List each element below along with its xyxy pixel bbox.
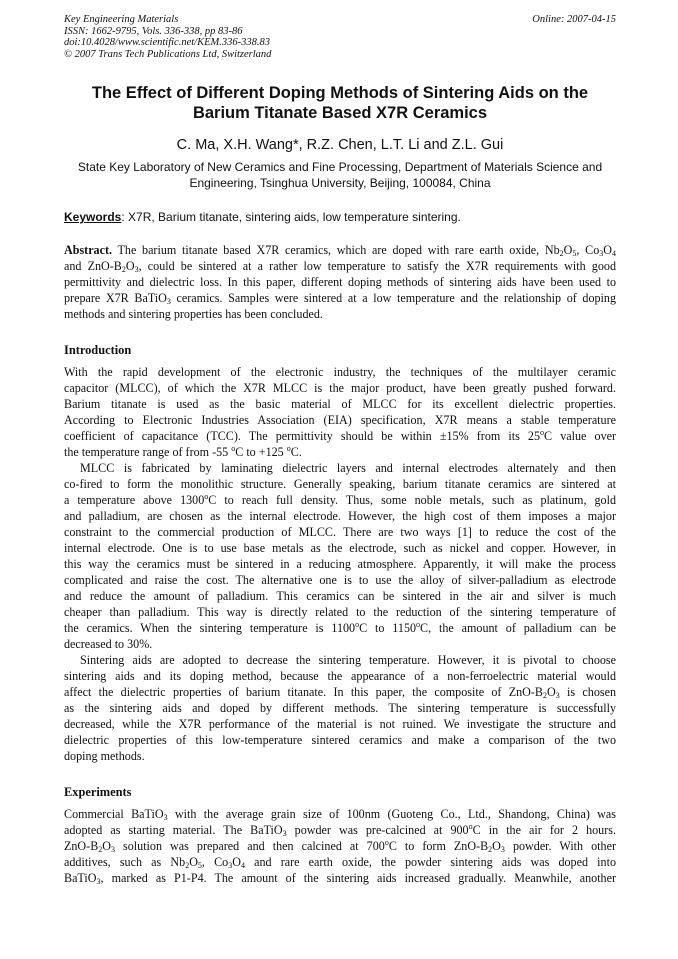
abstract bbox=[64, 242, 616, 322]
doi-line: doi:10.4028/www.scientific.net/KEM.336-338.83 bbox=[64, 37, 270, 49]
copyright-line: © 2007 Trans Tech Publications Ltd, Switzerland bbox=[64, 48, 272, 60]
title-line-2: Barium Titanate Based X7R Ceramics bbox=[192, 104, 488, 122]
body-line: sintering aids and its doping method, because the appearance of a non-ferroelectric material would bbox=[64, 669, 616, 683]
abstract-line: and ZnO-$B_2O_3$, could be sintered at a rather low temperature to satisfy the X7R requirements with good bbox=[64, 259, 616, 274]
body-line: doping methods. bbox=[64, 749, 145, 763]
body-line: cheaper than palladium. This way is directly related to the reduction of the sintering temperature of bbox=[64, 605, 616, 619]
authors: C. Ma, X.H. Wang*, R.Z. Chen, L.T. Li and Z.L. Gui bbox=[176, 137, 504, 153]
journal-header bbox=[64, 14, 616, 60]
body-line: decreased, while the X7R performance of the material is not ruined. We investigate the structure and bbox=[64, 717, 616, 731]
body-line: constraint to the commercial production of MLCC. There are two ways [1] to reduce the cost of the bbox=[64, 525, 616, 539]
body-line: the ceramics. When the sintering temperature is 1100$^o$C to 1150$^o$C, the amount of palladium can be bbox=[64, 620, 616, 635]
body-line: affect the dielectric properties of barium titanate. In this paper, the composite of ZnO-$B_2O_3$ is chosen bbox=[64, 685, 616, 700]
body-line: With the rapid development of the electronic industry, the techniques of the multilayer ceramic bbox=[64, 365, 616, 379]
body-line: the temperature range of from -55 $^o$C to +125 $^o$C. bbox=[64, 444, 302, 459]
body-line: Barium titanate is used as the basic material of MLCC for its excellent dielectric properties. bbox=[64, 397, 616, 411]
body-line: and reduce the amount of palladium. This ceramics can be sintered in the air and silver is much bbox=[64, 589, 616, 603]
intro-paragraph-2 bbox=[64, 460, 616, 652]
affiliation-line-2: Engineering, Tsinghua University, Beijing, 100084, China bbox=[189, 175, 491, 190]
issn-line: ISSN: 1662-9795, Vols. 336-338, pp 83-86 bbox=[64, 25, 243, 37]
experiments-heading: Experiments bbox=[64, 785, 132, 799]
body-line: capacitor (MLCC), of which the X7R MLCC is the major product, have been greatly pushed forward. bbox=[64, 381, 616, 395]
introduction-heading: Introduction bbox=[64, 343, 132, 357]
body-line: According to Electronic Industries Association (EIA) specification, X7R means a stable temperature bbox=[64, 413, 616, 427]
body-line: coefficient of capacitance (TCC). The permittivity should be within ±15% from its 25$^o$C value over bbox=[64, 428, 617, 443]
keywords-label: Keywords bbox=[64, 210, 122, 224]
keywords bbox=[64, 209, 616, 225]
journal-name: Key Engineering Materials bbox=[64, 14, 179, 25]
paper-title bbox=[64, 83, 616, 123]
affiliation bbox=[64, 160, 616, 191]
online-date: Online: 2007-04-15 bbox=[532, 14, 616, 25]
body-line: Commercial BaTiO$_3$ with the average grain size of 100nm (Guoteng Co., Ltd., Shandong, China) was bbox=[64, 807, 616, 822]
intro-paragraph-3 bbox=[64, 652, 616, 764]
body-line: and palladium, are chosen as the internal electrode. However, the high cost of them imposes a major bbox=[64, 509, 616, 523]
body-line: as the sintering aids and doped by different methods. The sintering temperature is successfully bbox=[64, 701, 616, 715]
body-line: MLCC is fabricated by laminating dielectric layers and internal electrodes alternately and then bbox=[80, 461, 616, 475]
experiments-paragraph bbox=[64, 806, 616, 886]
body-line: decreased to 30%. bbox=[64, 637, 153, 651]
title-line-1: The Effect of Different Doping Methods of Sintering Aids on the bbox=[91, 84, 589, 102]
body-line: this way the ceramics must be sintered in a reducing atmosphere. Apparently, it will make the process bbox=[64, 557, 616, 571]
body-line: BaTiO$_3$, marked as P1-P4. The amount of the sintering aids increased gradually. Meanwhile, another bbox=[64, 871, 616, 886]
body-line: co-fired to form the monolithic structure. Generally speaking, barium titanate ceramics are sintered at bbox=[64, 477, 616, 491]
affiliation-line-1: State Key Laboratory of New Ceramics and Fine Processing, Department of Materials Science and bbox=[77, 160, 603, 174]
body-line: adopted as starting material. The BaTiO$_3$ powder was pre-calcined at 900$^o$C in the air for 2 hours. bbox=[64, 822, 616, 838]
body-line: ZnO-$B_2O_3$ solution was prepared and then calcined at 700$^o$C to form ZnO-$B_2O_3$ powder. With other bbox=[64, 838, 616, 854]
abstract-label: Abstract. bbox=[64, 243, 113, 257]
body-line: Sintering aids are adopted to decrease the sintering temperature. However, it is pivotal to choose bbox=[80, 653, 616, 667]
body-line: additives, such as $Nb_2O_5$, $Co_3O_4$ and rare earth oxide, the powder sintering aids was doped into bbox=[64, 855, 616, 870]
abstract-line: prepare X7R BaTiO$_3$ ceramics. Samples were sintered at a low temperature and the relationship of doping bbox=[64, 291, 617, 306]
body-line: complicated and raise the cost. The alternative one is to use the alloy of silver-palladium as electrode bbox=[64, 573, 616, 587]
abstract-line: methods and sintering properties has been concluded. bbox=[64, 307, 323, 321]
body-line: a temperature above 1300$^o$C to reach full density. Thus, some noble metals, such as platinum, gold bbox=[64, 492, 616, 507]
keywords-text: : X7R, Barium titanate, sintering aids, low temperature sintering. bbox=[121, 210, 461, 224]
body-line: internal electrode. One is to use base metals as the electrode, such as nickel and copper. However, in bbox=[64, 541, 616, 555]
body-line: dielectric properties of this low-temperature sintered ceramics and make a comparison of the two bbox=[64, 733, 616, 747]
intro-paragraph-1 bbox=[64, 364, 616, 460]
abstract-line: permittivity and dielectric loss. In this paper, different doping methods of sintering aids have been used to bbox=[64, 275, 616, 289]
abstract-line: Abstract. The barium titanate based X7R ceramics, which are doped with rare earth oxide, $Nb_2O_5$, $Co_3O_4$ bbox=[64, 243, 616, 258]
